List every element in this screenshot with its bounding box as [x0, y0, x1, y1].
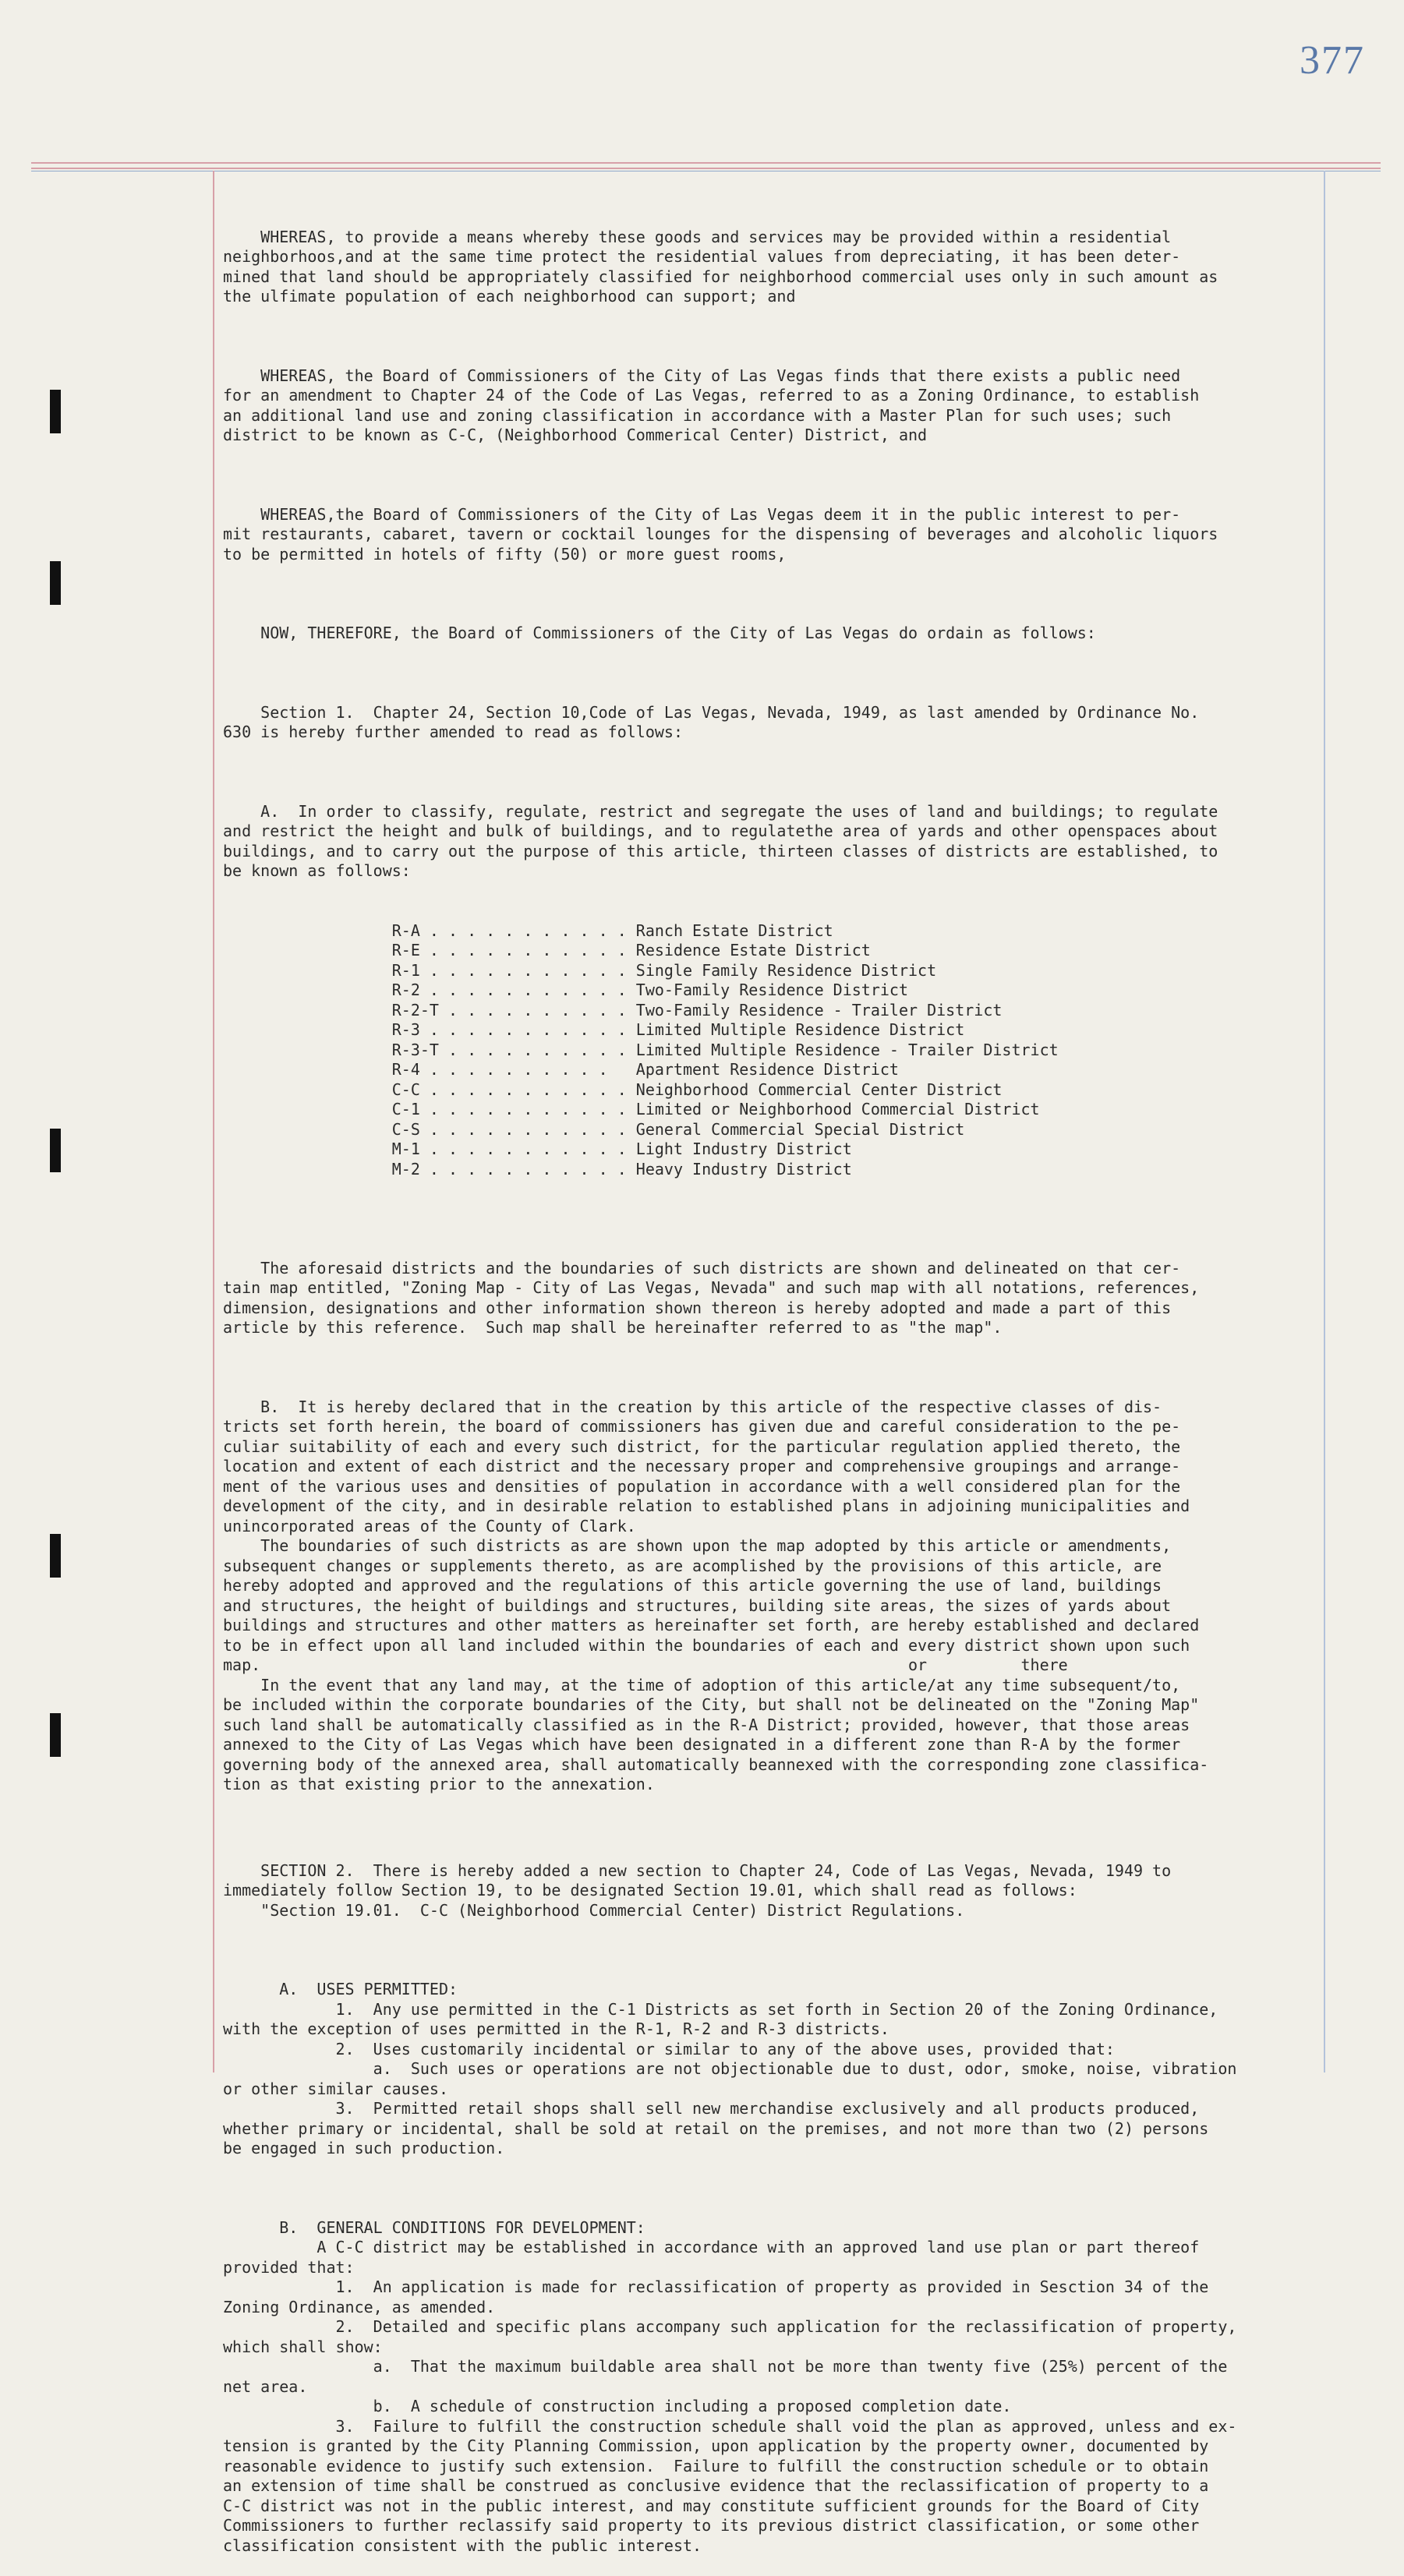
- paragraph: B. GENERAL CONDITIONS FOR DEVELOPMENT: A C-C district may be established in accordance with an approved land use plan or part thereof provided that: 1. An application is made for reclassification of property as provided in Sesction 34 of the Zoning Ordinance, as amended. 2. Detailed and specific plans accompany such application for the reclassification of property, which shall show: a. That the maximum buildable area shall not be more than twenty five (25%) percent of the net area. b. A schedule of construction including a proposed completion date. 3. Failure to fulfill the construction schedule shall void the plan as approved, unless and ex- tension is granted by the City Planning Commission, upon application by the property owner, documented by reasonable evidence to justify such extension. Failure to fulfill the construction schedule or to obtain an extension of time shall be construed as conclusive evidence that the reclassification of property to a C-C district was not in the public interest, and may constitute sufficient grounds for the Board of City Commissioners to further reclassify said property to its previous district classification, or some other classification consistent with the public interest.: [223, 2217, 1237, 2555]
- district-row: R-2-T . . . . . . . . . . Two-Family Residence - Trailer District: [223, 1000, 1003, 1019]
- district-row: C-S . . . . . . . . . . . General Commercial Special District: [223, 1119, 965, 1139]
- district-row: R-A . . . . . . . . . . . Ranch Estate District: [223, 921, 833, 940]
- right-margin-line: [1324, 171, 1325, 2072]
- paragraph: NOW, THEREFORE, the Board of Commissioners of the City of Las Vegas do ordain as follows:: [223, 624, 1096, 642]
- binding-hole-mark: [50, 1713, 61, 1757]
- paragraph: SECTION 2. There is hereby added a new section to Chapter 24, Code of Las Vegas, Nevada, 1949 to immediately follow Section 19, to be designated Section 19.01, which shall read as follows: "Section 19.01. C-C (Neighborhood Commercial Center) District Regulations.: [223, 1860, 1172, 1920]
- district-row: R-E . . . . . . . . . . . Residence Estate District: [223, 941, 871, 959]
- district-row: R-3-T . . . . . . . . . . Limited Multiple Residence - Trailer District: [223, 1040, 1059, 1059]
- district-row: M-2 . . . . . . . . . . . Heavy Industry District: [223, 1159, 852, 1178]
- paragraph: WHEREAS, the Board of Commissioners of the City of Las Vegas finds that there exists a public need for an amendment to Chapter 24 of the Code of Las Vegas, referred to as a Zoning Ordinance, to establish an additional land use and zoning classification in accordance with a Master Plan for such uses; such district to be known as C-C, (Neighborhood Commerical Center) District, and: [223, 366, 1200, 444]
- left-margin-line: [213, 171, 214, 2072]
- ordinance-text: [223, 207, 1310, 2576]
- district-row: R-3 . . . . . . . . . . . Limited Multiple Residence District: [223, 1020, 965, 1039]
- district-row: C-C . . . . . . . . . . . Neighborhood Commercial Center District: [223, 1080, 1003, 1099]
- binding-hole-mark: [50, 1534, 61, 1578]
- binding-hole-mark: [50, 1129, 61, 1172]
- binding-hole-mark: [50, 561, 61, 605]
- paragraph: B. It is hereby declared that in the creation by this article of the respective classes of dis- tricts set forth herein, the board of commissioners has given due and careful consideration to the pe- culiar suitability of each and every such district, for the particular regulation applied thereto, the location and extent of each district and the necessary proper and comprehensive groupings and arrange- ment of the various uses and densities of population in accordance with a well considered plan for the development of the city, and in desirable relation to established plans in adjoining municipalities and unincorporated areas of the County of Clark. The boundaries of such districts as are shown upon the map adopted by this article or amendments, subsequent changes or supplements thereto, as are acomplished by the provisions of this article, are hereby adopted and approved and the regulations of this article governing the use of land, buildings and structures, the height of buildings and structures, building site areas, the sizes of yards about buildings and structures and other matters as hereinafter set forth, are hereby established and declared to be in effect upon all land included within the boundaries of each and every district shown upon such map. or there In the event that any land may, at the time of adoption of this article/at any time subsequent/to, be included within the corporate boundaries of the City, but shall not be delineated on the "Zoning Map" such land shall be automatically classified as in the R-A District; provided, however, that those areas annexed to the City of Las Vegas which have been designated in a different zone than R-A by the former governing body of the annexed area, shall automatically beannexed with the corresponding zone classifica- tion as that existing prior to the annexation.: [223, 1397, 1209, 1793]
- paragraph: The aforesaid districts and the boundaries of such districts are shown and delineated on that cer- tain map entitled, "Zoning Map - City of Las Vegas, Nevada" and such map with all notations, references, dimension, designations and other information shown thereon is hereby adopted and made a part of this article by this reference. Such map shall be hereinafter referred to as "the map".: [223, 1258, 1200, 1337]
- district-row: R-2 . . . . . . . . . . . Two-Family Residence District: [223, 981, 908, 999]
- paragraph: WHEREAS,the Board of Commissioners of the City of Las Vegas deem it in the public interest to per- mit restaurants, cabaret, tavern or cocktail lounges for the dispensing of beverages and alcoholic liquors to be permitted in hotels of fifty (50) or more guest rooms,: [223, 504, 1218, 564]
- binding-hole-mark: [50, 390, 61, 433]
- district-row: C-1 . . . . . . . . . . . Limited or Neighborhood Commercial District: [223, 1100, 1040, 1118]
- paragraph: A. In order to classify, regulate, restrict and segregate the uses of land and buildings; to regulate and restrict the height and bulk of buildings, and to regulatethe area of yards and other openspaces about buildings, and to carry out the purpose of this article, thirteen classes of districts are established, to be known as follows:: [223, 801, 1218, 880]
- paragraph: Section 1. Chapter 24, Section 10,Code of Las Vegas, Nevada, 1949, as last amended by Ordinance No. 630 is hereby further amended to read as follows:: [223, 702, 1200, 741]
- paragraph: A. USES PERMITTED: 1. Any use permitted in the C-1 Districts as set forth in Section 20 of the Zoning Ordinance, with the exception of uses permitted in the R-1, R-2 and R-3 districts. 2. Uses customarily incidental or similar to any of the above uses, provided that: a. Such uses or operations are not objectionable due to dust, odor, smoke, noise, vibration or other similar causes. 3. Permitted retail shops shall sell new merchandise exclusively and all products produced, whether primary or incidental, shall be sold at retail on the premises, and not more than two (2) persons be engaged in such production.: [223, 1980, 1237, 2157]
- district-list: [223, 901, 1310, 1200]
- header-rule: [31, 162, 1381, 169]
- district-row: R-1 . . . . . . . . . . . Single Family Residence District: [223, 960, 937, 980]
- paragraph: WHEREAS, to provide a means whereby these goods and services may be provided within a residential neighborhoos,and at the same time protect the residential values from depreciating, it has been deter- mined that land should be appropriately classified for neighborhood commercial uses only in such amount as the ulfimate population of each neighborhood can support; and: [223, 227, 1218, 306]
- page-number: 377: [1300, 38, 1365, 83]
- district-row: R-4 . . . . . . . . . . Apartment Residence District: [223, 1060, 899, 1079]
- district-row: M-1 . . . . . . . . . . . Light Industry District: [223, 1140, 852, 1158]
